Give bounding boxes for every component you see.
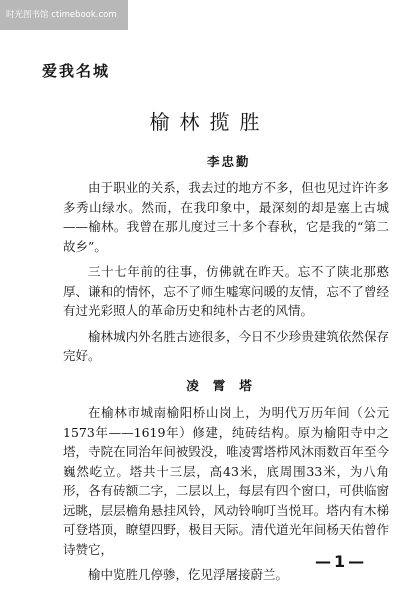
article-body [63, 178, 389, 591]
paragraph: 在榆林市城南榆阳桥山岗上，为明代万历年间（公元1573年——1619年）修建，纯砖结构。原为榆阳寺中之塔，寺院在同治年间被毁没，唯凌霄塔栉风沐雨数百年至今巍然屹立。塔共十三层，高43米，底周围33米，为八角形，各有砖额二字，二层以上，每层有四个窗口，可供临窗远眺，层层檐角悬挂风铃，风动铃响叮当悦耳。塔内有木梯可登塔顶，瞭望四野，极目天际。清代道光年间杨天佑曾作诗赞它， [63, 405, 389, 557]
paragraph: 由于职业的关系，我去过的地方不多，但也见过许许多多秀山绿水。然而，在我印象中，最深刻的却是塞上古城——榆林。我曾在那儿度过三十多个春秋，它是我的“第二故乡”。 [63, 180, 389, 254]
section-label: 爱我名城 [42, 62, 111, 80]
subheading: 凌霄塔 [186, 377, 266, 393]
article-title: 榆林揽胜 [149, 110, 270, 134]
poem-line: 榆中览胜几停骖，仡见浮屠接蔚兰。 [88, 567, 289, 582]
page-number: —1— [315, 552, 368, 571]
watermark-tab: 时光图书馆 ctimebook.com [0, 0, 128, 30]
author-name: 李忠勤 [207, 154, 251, 169]
paragraph: 三十七年前的往事，仿佛就在昨天。忘不了陕北那憨厚、谦和的情怀，忘不了师生嘘寒问暖的友情，忘不了曾经有过光彩照人的革命历史和纯朴古老的风情。 [63, 264, 389, 318]
paragraph: 榆林城内外名胜古迹很多，今日不少珍贵建筑依然保存完好。 [63, 328, 389, 363]
